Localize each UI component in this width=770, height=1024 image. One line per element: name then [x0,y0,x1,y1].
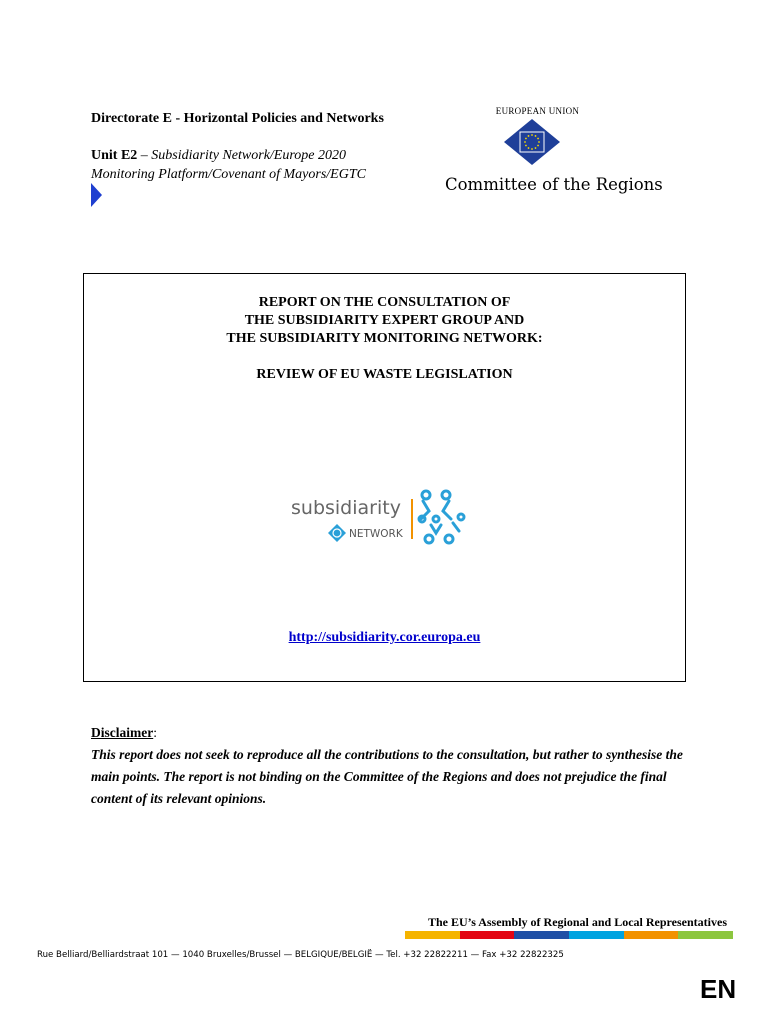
network-url-link[interactable]: http://subsidiarity.cor.europa.eu [288,630,481,645]
eu-star-icon [527,147,529,149]
triangle-marker-icon [91,183,103,207]
report-title-box [83,273,686,682]
assembly-tagline: The EU’s Assembly of Regional and Local Representatives [427,915,727,929]
report-title-line2: THE SUBSIDIARITY EXPERT GROUP AND [244,313,525,328]
eu-star-icon [531,148,533,150]
color-stripe-segment [678,931,733,939]
eu-star-icon [538,141,540,143]
disclaimer-title: Disclaimer [91,725,154,740]
cor-name: Committee of the Regions [445,175,663,194]
eu-star-icon [525,138,527,140]
footer-address: Rue Belliard/Belliardstraat 101 — 1040 Bruxelles/Brussel — BELGIQUE/BELGIË — Tel. +32 22822211 — Fax +32 22822325 [37,950,564,960]
report-title-line3: THE SUBSIDIARITY MONITORING NETWORK: [226,331,543,346]
color-stripe-segment [514,931,569,939]
people-network-icon [419,491,464,543]
color-stripe [405,931,733,939]
eu-star-icon [537,138,539,140]
report-title-line1: REPORT ON THE CONSULTATION OF [258,295,511,310]
unit-line1: Subsidiarity Network/Europe 2020 [151,148,346,163]
unit-line2: Monitoring Platform/Covenant of Mayors/EGTC [91,167,366,182]
eu-star-icon [531,134,533,136]
directorate-heading: Directorate E - Horizontal Policies and Networks [91,111,384,126]
eu-star-icon [524,141,526,143]
eu-star-icon [534,135,536,137]
language-code: EN [700,974,737,1004]
unit-dash: – [137,148,152,163]
eu-star-icon [537,145,539,147]
disclaimer-text: This report does not seek to reproduce all the contributions to the consultation, but rather to synthesise the main points. The report is not binding on the Committee of the Regions and does not prejudice the final content of its relevant opinions. [91,747,683,806]
eu-label: EUROPEAN UNION [495,106,580,116]
report-subtitle: REVIEW OF EU WASTE LEGISLATION [256,367,513,382]
eu-mini-flag-icon [328,524,346,542]
logo-network-word: NETWORK [349,528,403,540]
disclaimer-colon: : [153,725,157,740]
color-stripe-segment [624,931,679,939]
color-stripe-segment [405,931,460,939]
unit-info [91,146,366,184]
logo-divider [411,499,413,539]
eu-star-icon [534,147,536,149]
cor-logo [445,106,663,194]
disclaimer [91,722,691,810]
color-stripe-segment [569,931,624,939]
unit-code: Unit E2 [91,148,138,163]
logo-word: subsidiarity [291,497,401,519]
subsidiarity-network-logo [291,487,481,547]
eu-star-icon [527,135,529,137]
eu-star-icon [525,145,527,147]
eu-flag-diamond-icon [502,118,562,166]
color-stripe-segment [460,931,515,939]
